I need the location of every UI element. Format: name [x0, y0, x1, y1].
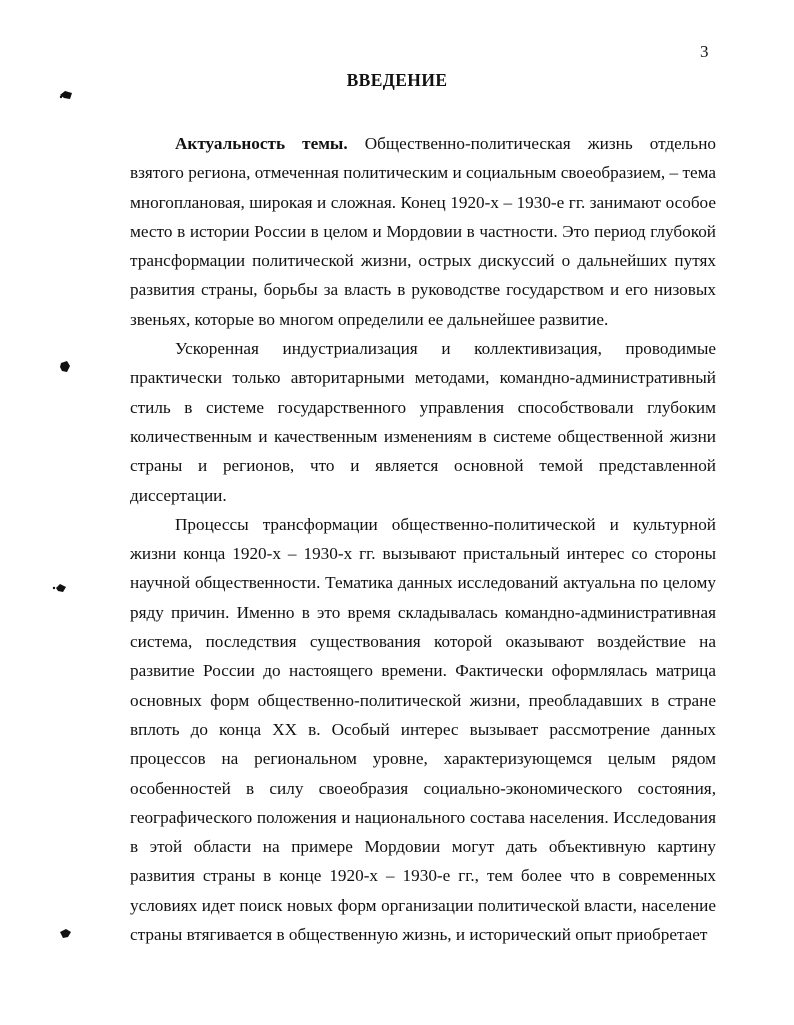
- binding-hole-mark-icon: [58, 89, 74, 105]
- binding-hole-mark-icon: [58, 360, 72, 378]
- paragraph-relevance: [130, 129, 716, 334]
- paragraph-text: Процессы трансформации общественно-политической и культурной жизни конца 1920-х – 1930-х гг. вызывают пристальный интерес со стороны научной общественности. Тематика данных исследований актуальна по целому ряду причин. Именно в это время складывалась командно-административная система, последствия существования которой оказывают воздействие на развитие России до настоящего времени. Фактически оформлялась матрица основных форм общественно-политической жизни, преобладавших в стране вплоть до конца XX в. Особый интерес вызывает рассмотрение данных процессов на региональном уровне, характеризующемся целым рядом особенностей в силу своеобразия социально-экономического состояния, географического положения и национального состава населения. Исследования в этой области на примере Мордовии могут дать объективную картину развития страны в конце 1920-х – 1930-е гг., тем более что в современных условиях идет поиск новых форм организации политической власти, население страны втягивается в общественную жизнь, и исторический опыт приобретает: [130, 514, 716, 945]
- paragraph-industrialization: [130, 334, 716, 510]
- paragraph-text: Общественно-политическая жизнь отдельно взятого региона, отмеченная политическим и социальным своеобразием, – тема многоплановая, широкая и сложная. Конец 1920-х – 1930-е гг. занимают особое место в истории России в целом и Мордовии в частности. Это период глубокой трансформации политической жизни, острых дискуссий о дальнейших путях развития страны, борьбы за власть в руководстве государством и его низовых звеньях, которые во многом определили ее дальнейшее развитие.: [130, 134, 716, 329]
- paragraph-transformation: [130, 510, 716, 949]
- binding-hole-mark-icon: [52, 582, 68, 598]
- body-text: [130, 129, 716, 949]
- page-number: 3: [700, 42, 709, 61]
- paragraph-lead: Актуальность темы.: [175, 134, 348, 153]
- page-title: ВВЕДЕНИЕ: [346, 70, 448, 90]
- paragraph-text: Ускоренная индустриализация и коллективизация, проводимые практически только авторитарными методами, командно-административный стиль в системе государственного управления способствовали глубоким количественным и качественным изменениям в системе общественной жизни страны и регионов, что и является основной темой представленной диссертации.: [130, 339, 716, 505]
- binding-hole-mark-icon: [58, 928, 72, 944]
